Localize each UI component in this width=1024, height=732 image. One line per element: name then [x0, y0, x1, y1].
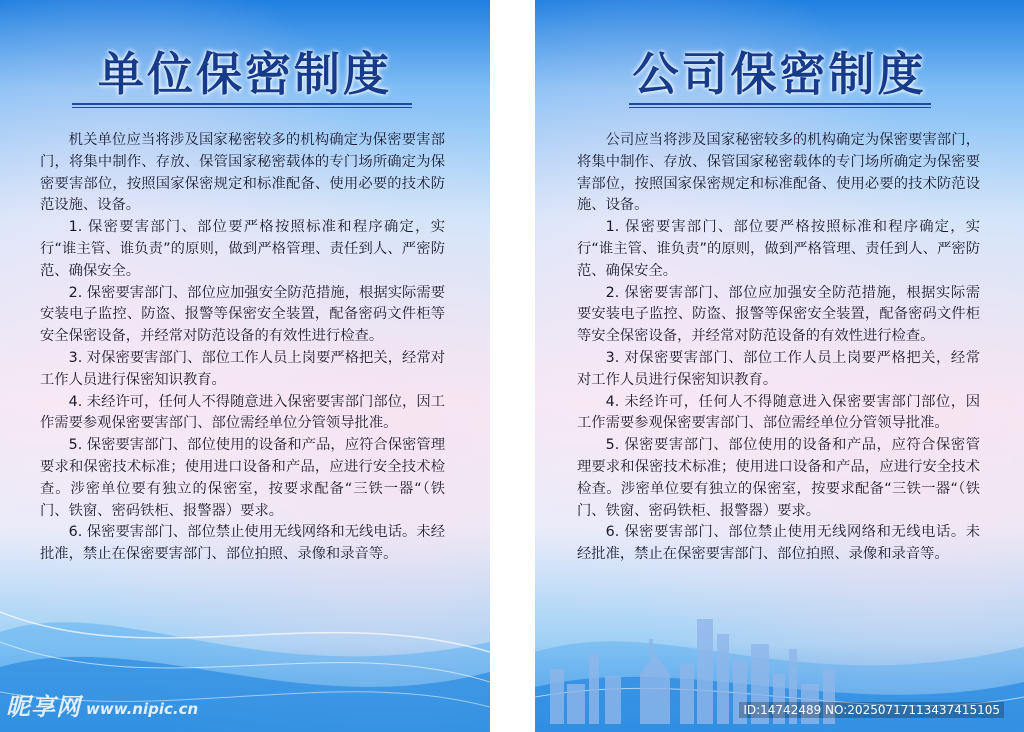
poster-body: [40, 130, 445, 566]
poster-title: 公司保密制度: [632, 47, 927, 101]
rule-5-paragraph: 5. 保密要害部门、部位使用的设备和产品，应符合保密管理要求和保密技术标准；使用进口设备和产品，应进行安全技术检查。涉密单位要有独立的保密室，按要求配备“三铁一器“（铁门、铁窗、密码铁柜、报警器）要求。: [40, 437, 445, 519]
intro-paragraph: 公司应当将涉及国家秘密较多的机构确定为保密要害部门，将集中制作、存放、保管国家秘密载体的专门场所确定为保密要害部位，按照国家保密规定和标准配备、使用必要的技术防范设施、设备。: [577, 132, 980, 214]
poster-title: 单位保密制度: [98, 47, 392, 101]
rule-2-paragraph: 2. 保密要害部门、部位应加强安全防范措施，根据实际需要安装电子监控、防盗、报警等保密安全装置，配备密码文件柜等安全保密设备，并经常对防范设备的有效性进行检查。: [40, 284, 445, 345]
rule-5-paragraph: 5. 保密要害部门、部位使用的设备和产品，应符合保密管理要求和保密技术标准；使用进口设备和产品，应进行安全技术检查。涉密单位要有独立的保密室，按要求配备“三铁一器“（铁门、铁窗、密码铁柜、报警器）要求。: [577, 437, 980, 519]
watermark-logo: 昵享网: [6, 693, 81, 721]
rule-2-paragraph: 2. 保密要害部门、部位应加强安全防范措施，根据实际需要安装电子监控、防盗、报警等保密安全装置，配备密码文件柜等安全保密设备，并经常对防范设备的有效性进行检查。: [577, 284, 980, 345]
rule-3-paragraph: 3. 对保密要害部门、部位工作人员上岗要严格把关，经常对工作人员进行保密知识教育。: [577, 349, 980, 388]
left-poster: [0, 0, 490, 732]
rule-3-paragraph: 3. 对保密要害部门、部位工作人员上岗要严格把关，经常对工作人员进行保密知识教育。: [40, 349, 445, 388]
title-underline: [72, 103, 412, 108]
rule-4-paragraph: 4. 未经许可，任何人不得随意进入保密要害部门部位，因工作需要参观保密要害部门、部位需经单位分管领导批准。: [40, 393, 445, 432]
rule-6-paragraph: 6. 保密要害部门、部位禁止使用无线网络和无线电话。未经批准，禁止在保密要害部门、部位拍照、录像和录音等。: [577, 524, 980, 563]
right-poster: [535, 0, 1024, 732]
rule-1-paragraph: 1. 保密要害部门、部位要严格按照标准和程序确定，实行“谁主管、谁负责”的原则，做到严格管理、责任到人、严密防范、确保安全。: [40, 219, 445, 279]
rule-1-paragraph: 1. 保密要害部门、部位要严格按照标准和程序确定，实行“谁主管、谁负责”的原则，做到严格管理、责任到人、严密防范、确保安全。: [577, 219, 980, 279]
intro-paragraph: 机关单位应当将涉及国家秘密较多的机构确定为保密要害部门，将集中制作、存放、保管国家秘密载体的专门场所确定为保密要害部位，按照国家保密规定和标准配备、使用必要的技术防范设施、设备。: [40, 132, 445, 214]
rule-4-paragraph: 4. 未经许可，任何人不得随意进入保密要害部门部位，因工作需要参观保密要害部门、部位需经单位分管领导批准。: [577, 393, 980, 432]
poster-body: [577, 130, 980, 566]
watermark-url: www.nipic.cn: [86, 700, 199, 718]
title-underline: [629, 103, 931, 108]
watermark-image-id: ID:14742489 NO:20250717113437415105: [739, 702, 1004, 718]
rule-6-paragraph: 6. 保密要害部门、部位禁止使用无线网络和无线电话。未经批准，禁止在保密要害部门、部位拍照、录像和录音等。: [40, 524, 445, 563]
